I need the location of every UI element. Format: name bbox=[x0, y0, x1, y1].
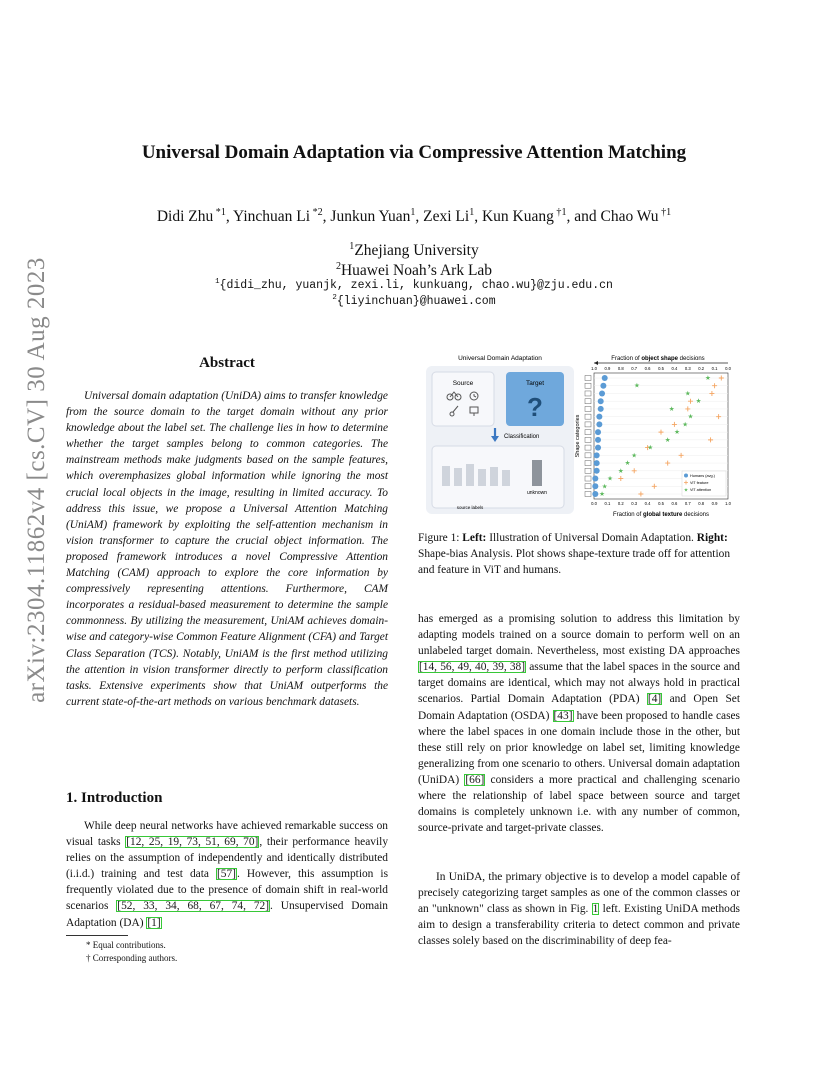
paragraph-text: and Open Set Domain Adaptation (OSDA) bbox=[418, 693, 741, 722]
vit-attention-point: ★ bbox=[631, 451, 638, 460]
unknown-label: unknown bbox=[526, 490, 548, 496]
chart-top-title: Fraction of object shape decisions bbox=[611, 356, 705, 362]
humans-point bbox=[596, 421, 602, 427]
citation-link[interactable]: [14, 56, 49, 40, 39, 38] bbox=[419, 661, 526, 674]
humans-point bbox=[592, 491, 598, 497]
category-icon bbox=[585, 468, 591, 473]
author-affil-sup: *2 bbox=[310, 207, 323, 218]
author-name: Yinchuan Li bbox=[233, 208, 311, 226]
humans-point bbox=[598, 406, 604, 412]
top-tick-label: 0.8 bbox=[617, 366, 624, 371]
legend-marker: ★ bbox=[683, 487, 689, 494]
paragraph-text: left. Existing UniDA methods aim to design a transferability criteria to detect common and private classes solely based on the discriminability of deep fea- bbox=[418, 903, 740, 948]
abstract-heading: Abstract bbox=[199, 355, 255, 371]
author-affil-sup: †1 bbox=[658, 207, 672, 218]
paragraph-text: have been proposed to handle cases where the label spaces in one domain include those in the other, but these still rely on prior knowledge on label set, limiting knowledge generalizing from one scenario to others. Universal domain adaptation (UniDA) bbox=[418, 709, 740, 786]
citation-link[interactable]: [66] bbox=[465, 773, 485, 786]
vit-attention-point: ★ bbox=[601, 482, 608, 491]
source-label: Source bbox=[452, 380, 474, 387]
humans-point bbox=[600, 383, 606, 389]
author-name: Junkun Yuan bbox=[330, 208, 411, 226]
author-affil-sup: †1 bbox=[553, 207, 567, 218]
x-tick-label: 0.9 bbox=[711, 501, 718, 506]
category-icon bbox=[585, 399, 591, 404]
x-tick-label: 0.1 bbox=[604, 501, 611, 506]
top-tick-label: 0.4 bbox=[671, 366, 678, 371]
humans-point bbox=[598, 398, 604, 404]
paragraph-text: . Unsupervised Domain Adaptation (DA) bbox=[66, 900, 388, 929]
category-icons bbox=[585, 376, 591, 497]
legend-label: Humans (avg.) bbox=[690, 474, 715, 478]
paragraph-text: assume that the label spaces in the source and target domains are identical, which may not always hold in practical scenarios. Partial Domain Adaptation (PDA) bbox=[418, 661, 740, 706]
humans-point bbox=[595, 437, 601, 443]
category-icon bbox=[585, 383, 591, 388]
footnote-rule bbox=[66, 935, 128, 936]
target-label: Target bbox=[525, 380, 545, 387]
intro-right-paragraph-2 bbox=[418, 869, 740, 949]
x-tick-label: 0.7 bbox=[684, 501, 691, 506]
x-tick-label: 0.2 bbox=[617, 501, 624, 506]
x-tick-label: 0.0 bbox=[591, 501, 597, 506]
vit-attention-point: ★ bbox=[607, 474, 613, 483]
intro-right-paragraph-1 bbox=[418, 611, 740, 836]
footnote-corresponding: † Corresponding authors. bbox=[86, 953, 178, 963]
top-tick-label: 0.5 bbox=[658, 366, 664, 371]
left-panel-title: Universal Domain Adaptation bbox=[458, 355, 542, 362]
vit-attention-point: ★ bbox=[647, 443, 654, 452]
citation-link[interactable]: [57] bbox=[216, 868, 236, 881]
intro-heading: 1. Introduction bbox=[66, 790, 163, 806]
citation-link[interactable]: [4] bbox=[647, 693, 662, 706]
legend-marker bbox=[684, 474, 688, 478]
humans-point bbox=[596, 414, 602, 420]
classification-label: Classification bbox=[504, 434, 540, 440]
citation-link[interactable]: [52, 33, 34, 68, 67, 74, 72] bbox=[117, 900, 270, 913]
email-line-1: $^1${didi_zhu, yuanjk, zexi.li, kunkuang, chao.wu}@zju.edu.cn bbox=[215, 278, 613, 292]
paragraph-text: has emerged as a promising solution to address this limitation by adapting models trained on a source domain to perform well on an unlabeled target domain. Nevertheless, most existing DA approaches bbox=[418, 613, 740, 658]
x-tick-label: 0.3 bbox=[631, 501, 638, 506]
vit-attention-point: ★ bbox=[624, 459, 631, 468]
category-icon bbox=[585, 406, 591, 411]
top-axis-ticks bbox=[591, 366, 731, 371]
arxiv-id: arXiv:2304.11862v4 [cs.CV] 30 Aug 2023 bbox=[23, 257, 50, 703]
category-icon bbox=[585, 453, 591, 458]
category-icon bbox=[585, 437, 591, 442]
paragraph-text: In UniDA, the primary objective is to develop a model capable of precisely categorizing target samples as one of the common classes or an "unknown" class as shown in Fig. bbox=[418, 871, 740, 916]
vit-attention-point: ★ bbox=[695, 397, 702, 406]
citation-link[interactable]: [12, 25, 19, 73, 51, 69, 70] bbox=[126, 836, 259, 849]
author-name: Zexi Li bbox=[423, 208, 470, 226]
category-icon bbox=[585, 422, 591, 427]
author-affil-sup: 1 bbox=[469, 207, 475, 218]
humans-point bbox=[599, 390, 605, 396]
paragraph-text: , their performance heavily relies on the assumption of independently and identically distributed (i.i.d.) training and test data bbox=[66, 836, 389, 881]
x-tick-label: 0.8 bbox=[698, 501, 705, 506]
vit-attention-point: ★ bbox=[674, 428, 680, 437]
humans-point bbox=[602, 375, 608, 381]
vit-attention-point: ★ bbox=[633, 381, 640, 390]
top-tick-label: 1.0 bbox=[591, 366, 597, 371]
humans-point bbox=[594, 460, 600, 466]
arxiv-sidebar bbox=[22, 257, 52, 703]
vit-attention-point: ★ bbox=[684, 389, 691, 398]
figure-1 bbox=[418, 348, 740, 524]
bottom-axis-ticks bbox=[591, 501, 731, 506]
vit-attention-point: ★ bbox=[682, 420, 689, 429]
vit-attention-point: ★ bbox=[617, 466, 624, 475]
x-tick-label: 1.0 bbox=[725, 501, 731, 506]
question-mark: ? bbox=[527, 392, 543, 422]
chart-ylabel: Shape categories bbox=[575, 414, 581, 458]
author-name: Chao Wu bbox=[600, 208, 659, 226]
category-icon bbox=[585, 476, 591, 481]
figure-svg bbox=[418, 348, 740, 524]
humans-point bbox=[592, 476, 598, 482]
vit-attention-point: ★ bbox=[687, 412, 694, 421]
intro-paragraph-1 bbox=[66, 818, 388, 931]
source-labels-caption: source labels bbox=[456, 505, 484, 510]
paper-title: Universal Domain Adaptation via Compressive Attention Matching bbox=[141, 142, 687, 163]
legend-label: ViT feature bbox=[690, 481, 709, 485]
vit-attention-point: ★ bbox=[599, 490, 605, 498]
author-name: Didi Zhu bbox=[156, 208, 214, 226]
category-icon bbox=[585, 414, 591, 419]
citation-link[interactable]: [1] bbox=[147, 916, 161, 929]
affiliation-1: $^1$Zhejiang University bbox=[349, 241, 479, 260]
paragraph-text: While deep neural networks have achieved remarkable success on visual tasks bbox=[66, 820, 388, 849]
footnote-equal: * Equal contributions. bbox=[86, 940, 166, 950]
paragraph-text: considers a more practical and challenging scenario where the relationship of label space between source and target domains is completely unknown i.e. with any number of common, source-private and target-private classes. bbox=[418, 773, 740, 835]
chart-xlabel: Fraction of global texture decisions bbox=[612, 512, 710, 518]
humans-point bbox=[595, 429, 601, 435]
category-icon bbox=[585, 376, 591, 381]
figure-caption: Figure 1: Left: Illustration of Universal Domain Adaptation. Right: Shape-bias Analysis. Plot shows shape-texture trade off for attention and feature in ViT and humans. bbox=[418, 532, 731, 577]
humans-point bbox=[592, 483, 598, 489]
category-icon bbox=[585, 445, 591, 450]
category-icon bbox=[585, 461, 591, 466]
top-tick-label: 0.1 bbox=[711, 366, 718, 371]
x-tick-label: 0.4 bbox=[644, 501, 651, 506]
top-tick-label: 0.2 bbox=[698, 366, 705, 371]
humans-point bbox=[595, 445, 601, 451]
author-affil-sup: 1 bbox=[410, 207, 416, 218]
top-arrow-head bbox=[594, 361, 598, 365]
legend-label: ViT attention bbox=[690, 488, 712, 492]
top-tick-label: 0.7 bbox=[631, 366, 638, 371]
top-tick-label: 0.3 bbox=[684, 366, 691, 371]
category-icon bbox=[585, 484, 591, 489]
humans-point bbox=[594, 468, 600, 474]
vit-attention-point: ★ bbox=[704, 374, 711, 382]
author-name: Kun Kuang bbox=[481, 208, 554, 226]
abstract-text: Universal domain adaptation (UniDA) aims to transfer knowledge from the source domain to the target domain without any prior knowledge about the label set. The challenge lies in how to determine whether the target samples belong to common categories. The mainstream methods make judgments based on the sample features, which overemphasizes global information while ignoring the most crucial local objects in the image, resulting in limited accuracy. To address this issue, we propose a Universal Attention Matching (UniAM) framework by exploiting the self-attention mechanism in vision transformer to capture the crucial object information. The proposed framework introduces a novel Compressive Attention Matching (CAM) approach to explore the core information by compressively representing attentions. Furthermore, CAM incorporates a residual-based measurement to determine the sample commonness. By utilizing the measurement, UniAM achieves domain-wise and category-wise Common Feature Alignment (CFA) and Target Class Separation (TCS). Notably, UniAM is the first method utilizing the attention in vision transformer directly to perform classification tasks. Extensive experiments show that UniAM outperforms the current state-of-the-art methods on various benchmark datasets. bbox=[66, 390, 388, 708]
top-tick-label: 0.9 bbox=[604, 366, 611, 371]
x-tick-label: 0.5 bbox=[658, 501, 664, 506]
top-tick-label: 0.6 bbox=[644, 366, 651, 371]
author-affil-sup: *1 bbox=[213, 207, 226, 218]
humans-point bbox=[594, 452, 600, 458]
paragraph-text: . However, this assumption is frequently violated due to the presence of domain shift in real-world scenarios bbox=[66, 868, 388, 913]
author-list: Didi Zhu $^{*1}$, Yinchuan Li $^{*2}$, Junkun Yuan$^1$, Zexi Li$^1$, Kun Kuang $^{\dagger 1}$, and Chao Wu $^{\dagger 1}$ bbox=[156, 207, 672, 226]
category-icon bbox=[585, 492, 591, 497]
top-tick-label: 0.0 bbox=[725, 366, 731, 371]
category-icon bbox=[585, 391, 591, 396]
citation-link[interactable]: 1 bbox=[592, 903, 599, 916]
affiliation-2: $^2$Huawei Noah’s Ark Lab bbox=[335, 261, 493, 280]
category-icon bbox=[585, 430, 591, 435]
email-line-2: $^2${liyinchuan}@huawei.com bbox=[332, 294, 496, 308]
citation-link[interactable]: [43] bbox=[553, 709, 573, 722]
vit-attention-point: ★ bbox=[668, 404, 675, 413]
chart-legend bbox=[682, 471, 726, 496]
vit-attention-point: ★ bbox=[664, 435, 671, 444]
x-tick-label: 0.6 bbox=[671, 501, 678, 506]
